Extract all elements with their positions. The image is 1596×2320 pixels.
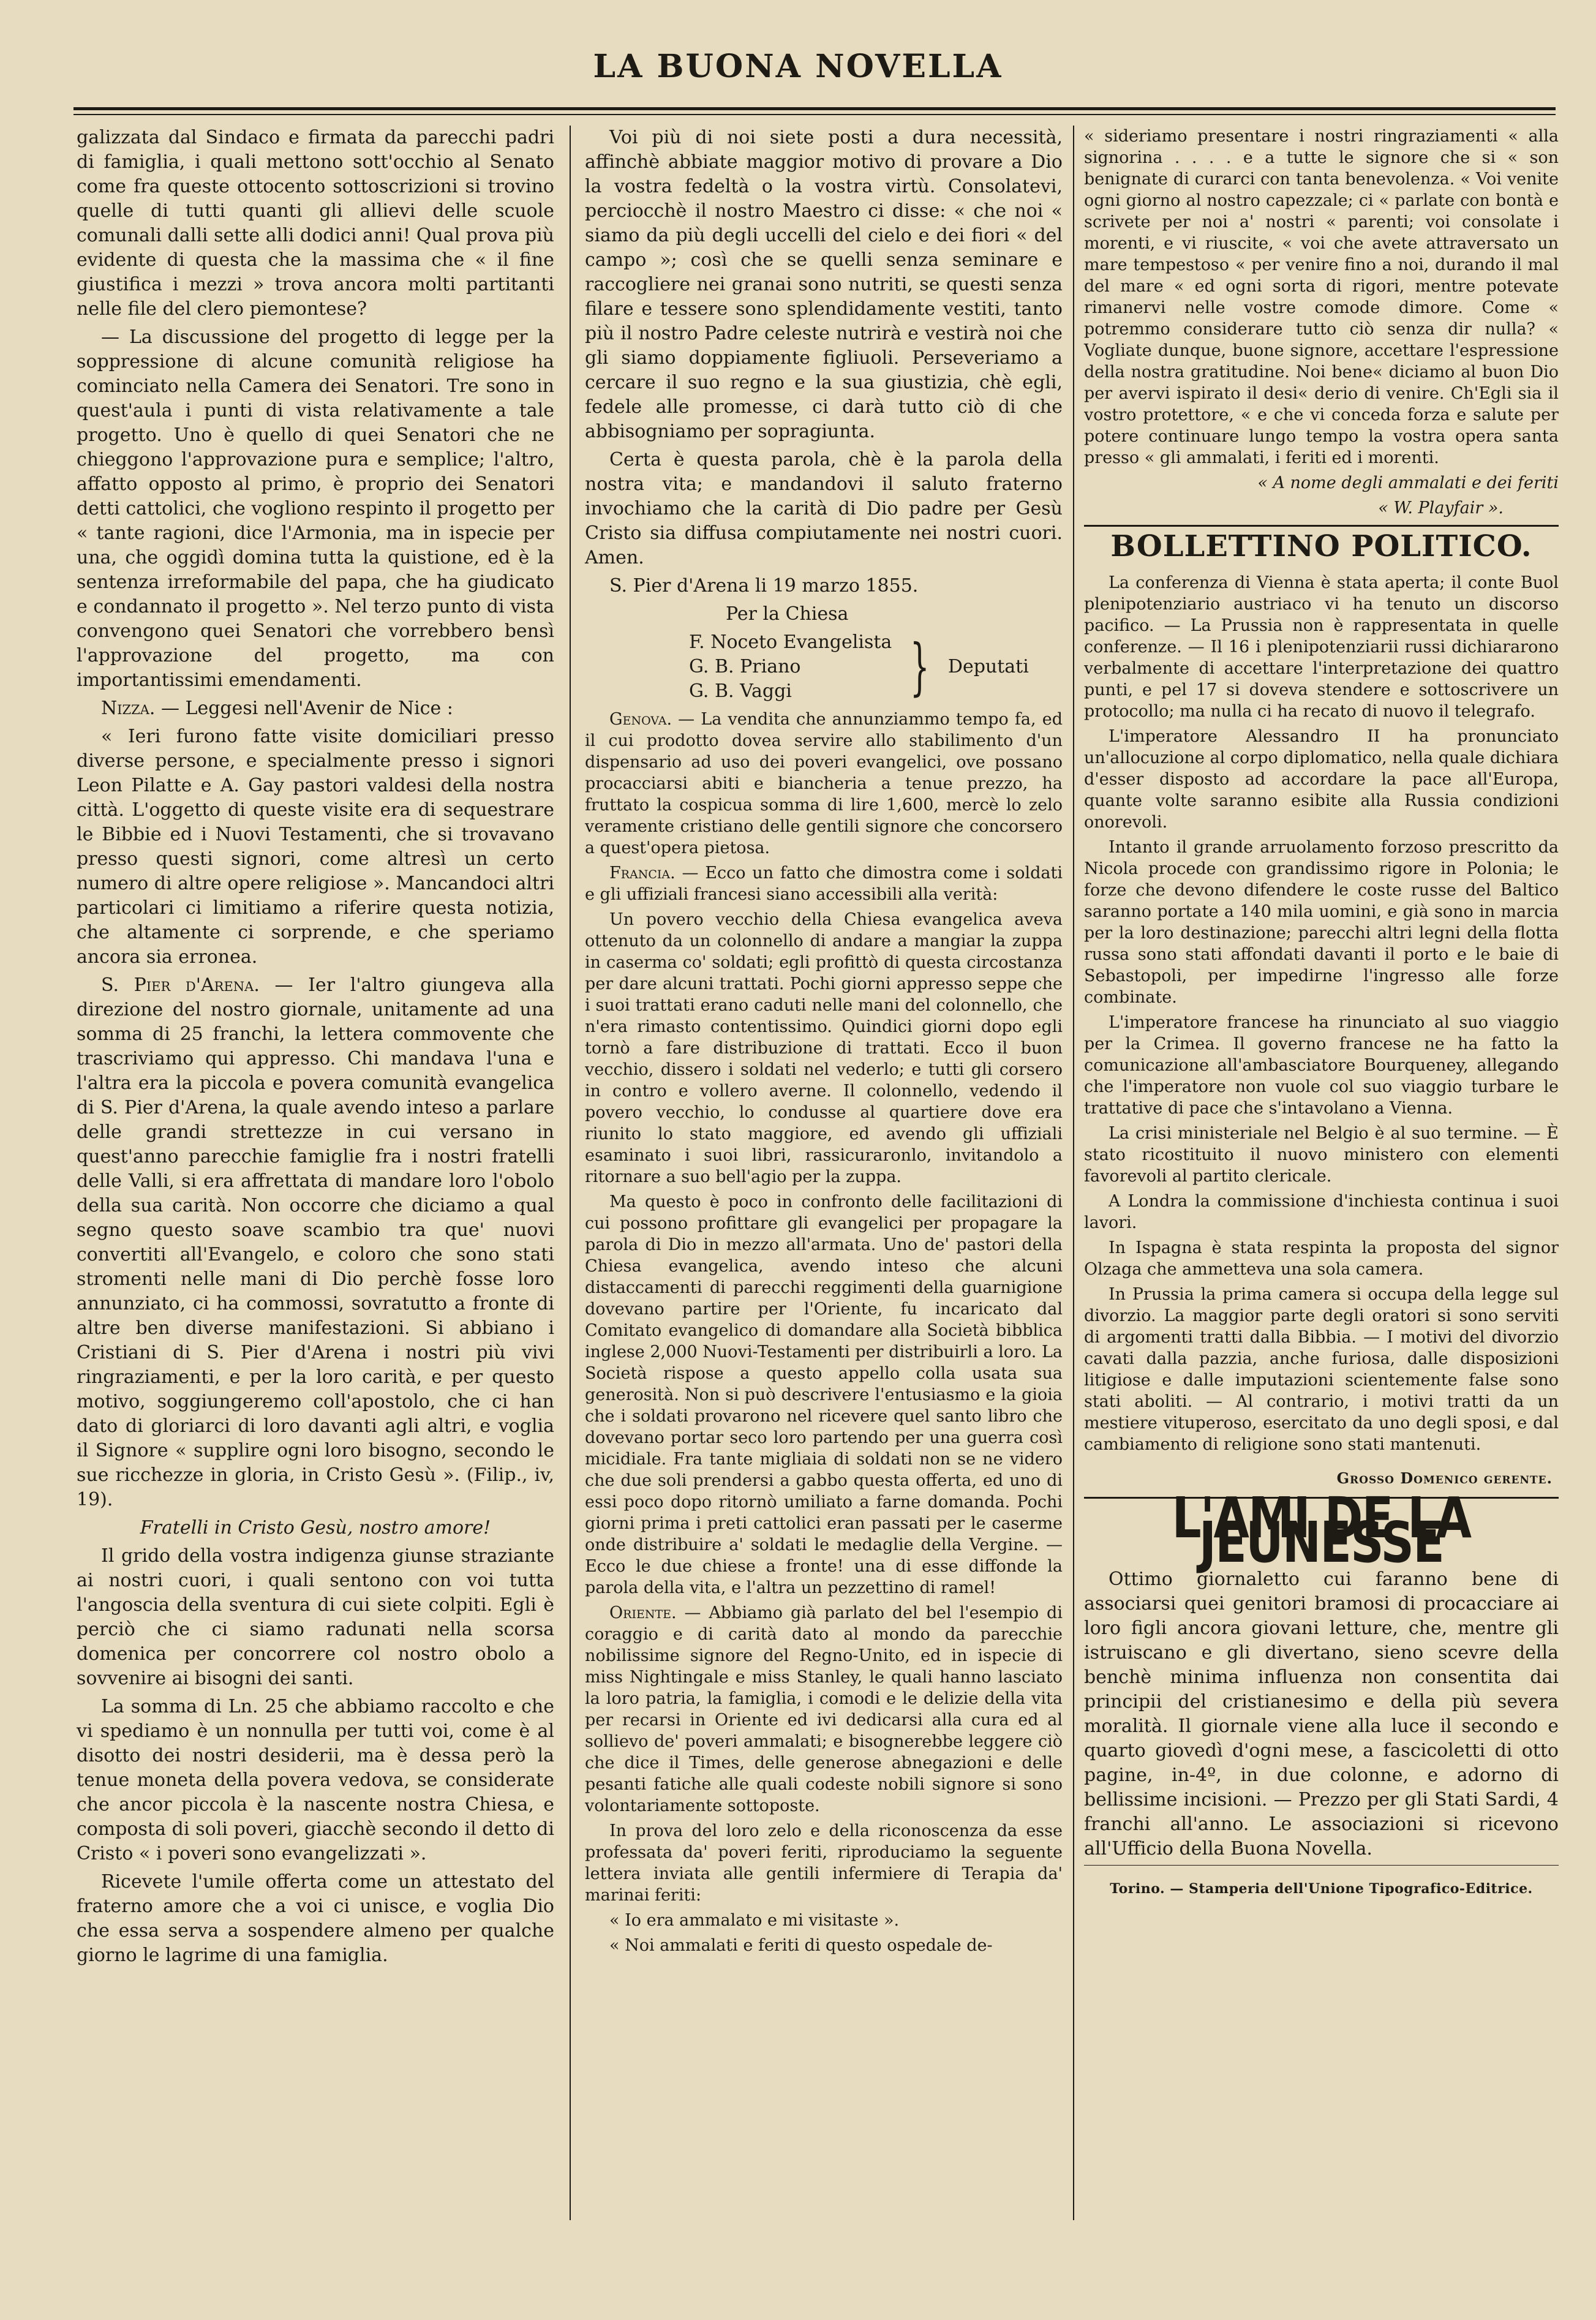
paragraph: L'imperatore francese ha rinunciato al suo viaggio per la Crimea. Il governo francese ne ha fatto la comunicazione all'ambasciatore Bourqueney, allegando che l'imperatore non vuole col suo viaggio turbare le trattative di pace che s'intavolano a Vienna.	[1084, 1013, 1559, 1118]
letter-signature: « W. Playfair ».	[1378, 499, 1504, 518]
paragraph: La conferenza di Vienna è stata aperta; il conte Buol plenipotenziario austriaco vi ha tenuto un discorso pacifico. — La Prussia non è rappresentata in quelle conferenze. — Il 16 i plenipotenziarii russi dichiararono verbalmente di accettare l'interpretazione dei quattro punti, e pel 17 si doveva stendere e sottoscrivere un protocollo; ma nulla ci ha recato di nuovo il telegrafo.	[1084, 573, 1559, 721]
quote-line: « Noi ammalati e feriti di questo ospedale de-	[609, 1936, 993, 1955]
paragraph: In Prussia la prima camera si occupa della legge sul divorzio. La maggior parte degli oratori si sono serviti di argomenti tratti dalla Bibbia. — I motivi del divorzio cavati dalla pazzia, anche furiosa, dalle disposizioni litigiose e dalle imputazioni scientemente false sono stati aboliti. — Al contrario, i motivi tratti da un mestiere vituperoso, esercitato da uno degli sposi, e dal cambiamento di religione sono stati mantenuti.	[1084, 1285, 1559, 1454]
letter-salutation: Fratelli in Cristo Gesù, nostro amore!	[140, 1517, 491, 1539]
deputy-name: G. B. Vaggi	[689, 680, 792, 702]
brace-icon: }	[910, 631, 930, 702]
column-3	[1084, 126, 1559, 1901]
advert-text: Ottimo giornaletto cui faranno bene di associarsi quei genitori bramosi di procacciare ai loro figli ancora giovani letture, che, mentre gli istruiscano e gli divertano, sieno scevre della benchè minima influenza non consentita dai principii del cristianesimo e della più severa moralità. Il giornale viene alla luce il secondo e quarto giovedì d'ogni mese, a fascicoletti di otto pagine, in-4º, in due colonne, e adorno di bellissime incisioni. — Prezzo per gli Stati Sardi, 4 franchi all'anno. Le associazioni si ricevono all'Ufficio della Buona Novella.	[1084, 1569, 1559, 1859]
column-divider	[570, 126, 571, 2220]
letter-text: « sideriamo presentare i nostri ringraziamenti « alla signorina . . . . e a tutte le signore che si « son benignate di curarci con tanta benevolenza. « Voi venite ogni giorno al nostro capezzale; ci « parlate con bontà e scrivete per noi a' nostri « parenti; voi consolate i morenti, e vi riuscite, « voi che avete attraversato un mare tempestoso « per venire fino a noi, durando il mal del mare « ed ogni sorta di rigori, mentre potevate rimanervi nelle vostre comode dimore. Come « potremmo considerare tutto ciò senza dir nulla? « Vogliate dunque, buone signore, accettare l'espressione della nostra gratitudine. Noi bene« diciamo al buon Dio per avervi ispirato il desi« derio di venire. Ch'Egli sia il vostro protettore, « e che vi conceda forza e salute per potere continuare lungo tempo la vostra opera santa presso « gli ammalati, i feriti ed i morenti.	[1084, 127, 1559, 467]
per-chiesa: Per la Chiesa	[726, 603, 849, 625]
paragraph: A Londra la commissione d'inchiesta continua i suoi lavori.	[1084, 1192, 1559, 1232]
section-label: Oriente.	[609, 1603, 677, 1622]
column-divider	[1073, 126, 1074, 2220]
deputies-block	[689, 630, 1063, 704]
paragraph: — Ier l'altro giungeva alla direzione del nostro giornale, unitamente ad una somma di 25 franchi, la lettera commovente che trascriviamo qui appresso. Chi mandava l'una e l'altra era la piccola e povera comunità evangelica di S. Pier d'Arena, la quale avendo inteso a parlare delle grandi strettezze in cui versano in quest'anno parecchie famiglie fra i nostri fratelli delle Valli, si era affrettata di mandare loro l'obolo della sua carità. Non occorre che diciamo a qual segno questo soave scambio tra que' nuovi convertiti all'Evangelo, e coloro che sono stati stromenti nelle mani di Dio perchè fosse loro annunziato, ci ha commossi, sovratutto a fronte di altre ben diverse manifestazioni. Si abbiano i Cristiani di S. Pier d'Arena i nostri più vivi ringraziamenti, e per la loro carità, e per questo motivo, soggiungeremo coll'apostolo, che ci han dato di gloriarci di loro davanti agli altri, e voglia il Signore « supplire ogni loro bisogno, secondo le sue ricchezze in gloria, in Cristo Gesù ». (Filip., iv, 19).	[77, 974, 554, 1510]
section-label: Genova.	[609, 710, 672, 729]
paragraph: Ma questo è poco in confronto delle facilitazioni di cui possono profittare gli evangelici per propagare la parola di Dio in mezzo all'armata. Uno de' pastori della Chiesa evangelica, avendo inteso che alcuni distaccamenti di parecchi reggimenti della guarnigione dovevano partire per l'Oriente, fu incaricato dal Comitato evangelico di domandare alla Società bibblica inglese 2,000 Nuovi-Testamenti per distribuirli a loro. La Società rispose a questo appello colla usata sua generosità. Non si può descrivere l'entusiasmo e la gioia che i soldati provarono nel ricevere quel santo libro che dovevano portar seco loro partendo per una guerra così micidiale. Fra tante migliaia di soldati non se ne videro che due soli prendersi a gabbo questa offerta, ed uno di essi poco dopo ritornò umiliato a farne domanda. Pochi giorni prima i preti cattolici eran passati per le caserme onde distribuire a' soldati le medaglie della Vergine. — Ecco le due chiese a fronte! una di esse diffonde la parola della vita, e l'altra un pezzettino di ramel!	[585, 1192, 1063, 1597]
paragraph: La somma di Ln. 25 che abbiamo raccolto e che vi spediamo è un nonnulla per tutti voi, come è al disotto dei nostri desiderii, ma è dessa però la tenue moneta della povera vedova, se considerate che ancor piccola è la nascente nostra Chiesa, e composta di soli poveri, giacchè secondo il detto di Cristo « i poveri sono evangelizzati ».	[77, 1696, 554, 1864]
header-rule-thin	[73, 114, 1556, 115]
section-label: Francia.	[609, 864, 676, 883]
paragraph: — Leggesi nell'Avenir de Nice :	[160, 698, 453, 719]
paragraph: In Ispagna è stata respinta la proposta del signor Olzaga che ammetteva una sola camera.	[1084, 1238, 1559, 1279]
section-divider	[1084, 1865, 1559, 1866]
quote-line: « Io era ammalato e mi visitaste ».	[609, 1911, 900, 1930]
column-2	[585, 126, 1063, 1960]
letter-signature: « A nome degli ammalati e dei feriti	[1257, 473, 1559, 492]
section-label: S. Pier d'Arena.	[101, 974, 260, 996]
deputy-name: G. B. Priano	[689, 656, 801, 677]
paragraph: « Ieri furono fatte visite domiciliari presso diverse persone, e specialmente presso i signori Leon Pilatte e A. Gay pastori valdesi della nostra città. L'oggetto di queste visite era di sequestrare le Bibbie ed i Nuovi Testamenti, che si trovavano presso questi signori, come altresì un certo numero di altre opere religiose ». Mancandoci altri particolari ci limitiamo a riferire questa notizia, che altamente ci sorprende, e che speriamo ancora sia erronea.	[77, 726, 554, 968]
paragraph: Il grido della vostra indigenza giunse straziante ai nostri cuori, i quali sentono con voi tutta l'angoscia della sventura di cui siete colpiti. Egli è perciò che ci siamo radunati nella scorsa domenica per concorrere col nostro obolo a sovvenire ai bisogni dei santi.	[77, 1545, 554, 1689]
paragraph: Certa è questa parola, chè è la parola della nostra vita; e mandandovi il saluto fraterno invochiamo che la carità di Dio padre per Gesù Cristo sia diffusa compiutamente nei nostri cuori. Amen.	[585, 449, 1063, 568]
section-label: Nizza.	[101, 698, 156, 719]
column-1	[77, 126, 554, 1972]
dateline: S. Pier d'Arena li 19 marzo 1855.	[609, 575, 919, 597]
advert-title: L'AMI DE LA JEUNESSE	[1172, 1485, 1471, 1575]
paragraph: In prova del loro zelo e della riconoscenza da esse professata da' poveri feriti, riproduciamo la seguente lettera inviata alle gentili infermiere di Terapia da' marinai feriti:	[585, 1821, 1063, 1905]
deputy-name: F. Noceto Evangelista	[689, 631, 892, 653]
paragraph: — La vendita che annunziammo tempo fa, ed il cui prodotto dovea servire allo stabilimento d'un dispensario ad uso dei poveri evangelici, ove possano procacciarsi abiti e biancheria a tenue prezzo, ha fruttato la cospicua somma di lire 1,600, mercè lo zelo veramente cristiano delle gentili signore che concorsero a quest'opera pietosa.	[585, 710, 1063, 857]
gerente-line: Grosso Domenico gerente.	[1336, 1469, 1553, 1487]
paragraph: Voi più di noi siete posti a dura necessità, affinchè abbiate maggior motivo di provare a Dio la vostra fedeltà o la vostra virtù. Consolatevi, perciocchè il nostro Maestro ci disse: « che noi « siamo da più degli uccelli del cielo e dei fiori « del campo »; così che se quelli senza seminare e raccogliere nei granai sono nutriti, se questi senza filare e tessere sono splendidamente vestiti, tanto più il nostro Padre celeste nutrirà e vestirà noi che gli siamo doppiamente figliuoli. Perseveriamo a cercare il suo regno e la sua giustizia, chè egli, fedele alle promesse, ci darà tutto ciò di che abbisogniamo per sopragiunta.	[585, 127, 1063, 442]
paragraph: Un povero vecchio della Chiesa evangelica aveva ottenuto da un colonnello di andare a mangiar la zuppa in caserma co' soldati; egli profittò di questa circostanza per dare alcuni trattati. Pochi giorni appresso seppe che i suoi trattati erano caduti nelle mani del colonnello, che n'era rimasto contentissimo. Quindici giorni dopo egli tornò a fare distribuzione di trattati. Ecco il buon vecchio, dissero i soldati nel vederlo; e tutti gli corsero in contro e vollero averne. Il colonnello, vedendo il povero vecchio, lo condusse al quartiere dove era riunito lo stato maggiore, ed avendo gli uffiziali esaminato i suoi libri, rassicuraronlo, invitandolo a ritornare a suo bell'agio per la zuppa.	[585, 910, 1063, 1186]
masthead: LA BUONA NOVELLA	[593, 48, 1003, 85]
section-divider	[1084, 525, 1559, 527]
printer-imprint: Torino. — Stamperia dell'Unione Tipografico-Editrice.	[1110, 1881, 1533, 1897]
deputati-label: Deputati	[947, 656, 1029, 677]
paragraph: L'imperatore Alessandro II ha pronunciato un'allocuzione al corpo diplomatico, nella quale dichiara d'esser disposto ad accordare la pace all'Europa, quante volte saranno esibite alla Russia condizioni onorevoli.	[1084, 727, 1559, 832]
paragraph: La crisi ministeriale nel Belgio è al suo termine. — È stato ricostituito il nuovo ministero con elementi favorevoli al partito clericale.	[1084, 1124, 1559, 1186]
paragraph: galizzata dal Sindaco e firmata da parecchi padri di famiglia, i quali mettono sott'occhio al Senato come fra queste ottocento sottoscrizioni si trovino quelle di tutti quanti gli allievi delle scuole comunali dalli sette alli dodici anni! Qual prova più evidente di questa che la massima che « il fine giustifica i mezzi » trova ancora molti partitanti nelle file del clero piemontese?	[77, 127, 554, 320]
paragraph: Intanto il grande arruolamento forzoso prescritto da Nicola procede con grandissimo rigore in Polonia; le forze che devono difendere le coste russe del Baltico saranno portate a 140 mila uomini, e già sono in marcia per la loro destinazione; parecchi altri legni della flotta russa sono stati affondati davanti il porto e le baie di Sebastopoli, per impedirne l'ingresso alle forze combinate.	[1084, 838, 1559, 1007]
paragraph: — Abbiamo già parlato del bel l'esempio di coraggio e di carità dato al mondo da parecchie nobilissime signore del Regno-Unito, ed in ispecie di miss Nightingale e miss Stanley, le quali hanno lasciato la loro patria, la famiglia, i comodi e le delizie della vita per recarsi in Oriente ed ivi dedicarsi alla cura ed al sollievo de' poveri ammalati; e bisognerebbe leggere ciò che dice il Times, delle generose abnegazioni e delle pesanti fatiche alle quali codeste nobili signore si sono volontariamente sottoposte.	[585, 1603, 1063, 1815]
paragraph: — Ecco un fatto che dimostra come i soldati e gli uffiziali francesi siano accessibili alla verità:	[585, 864, 1063, 904]
paragraph: Ricevete l'umile offerta come un attestato del fraterno amore che a voi ci unisce, e voglia Dio che essa serva a sospendere almeno per qualche giorno le lagrime di una famiglia.	[77, 1871, 554, 1966]
header-rule	[73, 107, 1556, 110]
paragraph: — La discussione del progetto di legge per la soppressione di alcune comunità religiose ha cominciato nella Camera dei Senatori. Tre sono in quest'aula i punti di vista relativamente a tale progetto. Uno è quello di quei Senatori che ne chieggono l'approvazione pura e semplice; l'altro, affatto opposto al primo, è proprio dei Senatori detti cattolici, che vogliono respinto il progetto per « tante ragioni, dice l'Armonia, ma in ispecie per una, che oggidì domina tutta la quistione, ed è la sentenza irreformabile del papa, che ha giudicato e condannato il progetto ». Nel terzo punto di vista convengono quei Senatori che vorrebbero bensì l'approvazione del progetto, ma con importantissimi emendamenti.	[77, 326, 554, 691]
section-headline: BOLLETTINO POLITICO.	[1110, 529, 1532, 563]
